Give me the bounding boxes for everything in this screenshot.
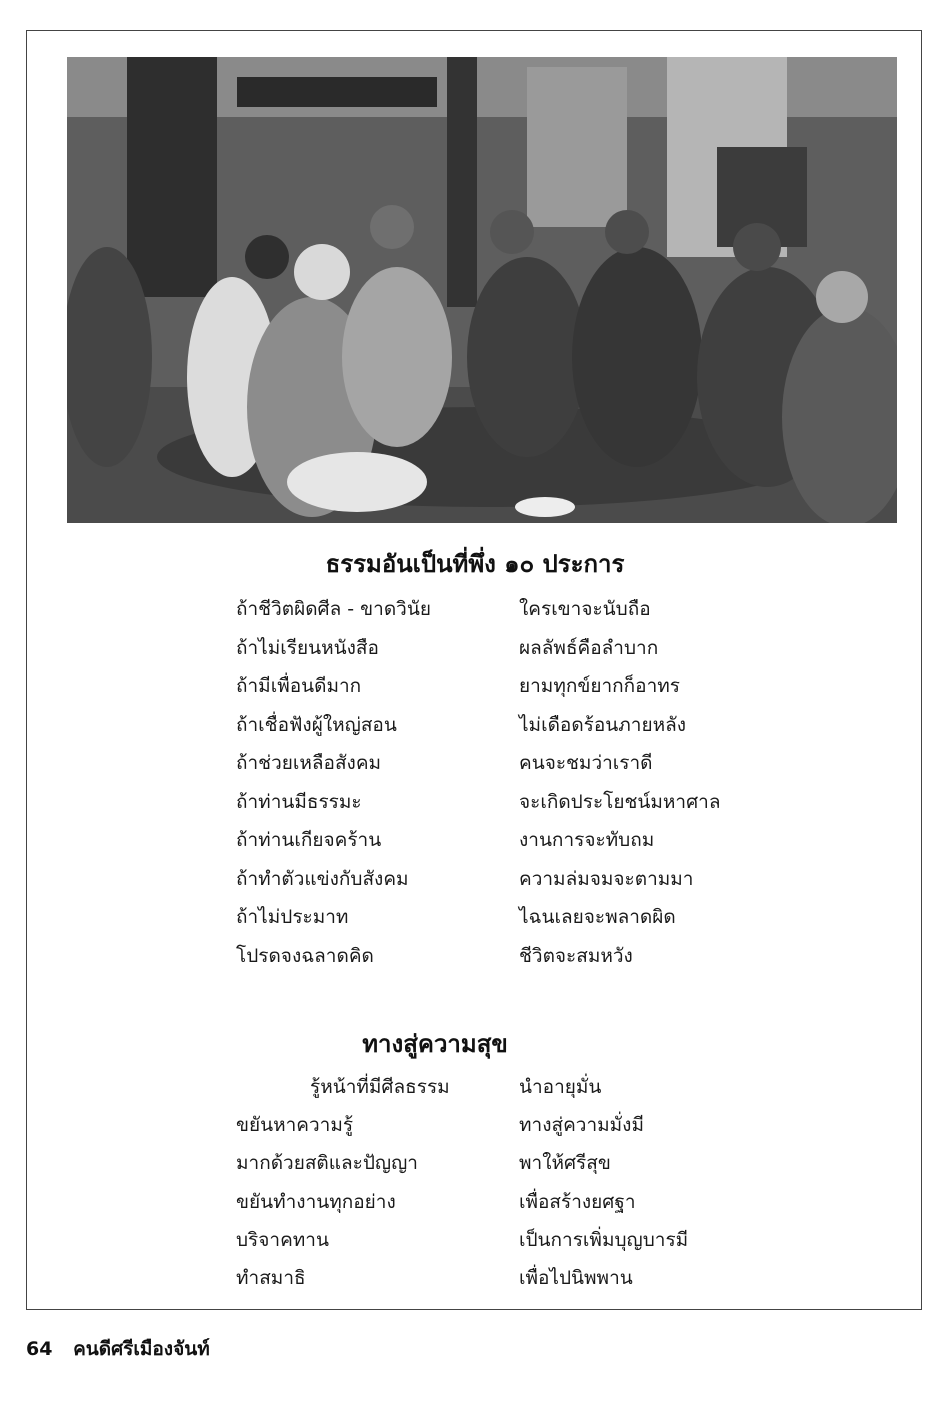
verse-line-left: ถ้าทำตัวแข่งกับสังคม (236, 867, 409, 890)
verse-line-right: พาให้ศรีสุข (519, 1152, 611, 1175)
verse-line-left: ถ้าท่านมีธรรมะ (236, 790, 362, 813)
verse-line-right: เพื่อไปนิพพาน (519, 1267, 633, 1289)
verse-line-left: บริจาคทาน (236, 1228, 329, 1251)
verse-line-right: ผลลัพธ์คือลำบาก (519, 636, 659, 659)
verse-line-right: เป็นการเพิ่มบุญบารมี (519, 1228, 689, 1251)
verse-line-left: ถ้าไม่ประมาท (236, 906, 349, 928)
verse-line-right: คนจะชมว่าเราดี (519, 752, 653, 774)
verse-line-right: งานการจะทับถม (519, 829, 655, 851)
verse-line-left: ถ้ามีเพื่อนดีมาก (236, 675, 362, 697)
verse-line-right: นำอายุมั่น (519, 1076, 602, 1098)
verse-line-left: ถ้าเชื่อฟังผู้ใหญ่สอน (236, 713, 397, 736)
verse-line-right: ไฉนเลยจะพลาดผิด (519, 906, 676, 928)
verse-line-left: ถ้าช่วยเหลือสังคม (236, 752, 382, 774)
verse-line-right: จะเกิดประโยชน์มหาศาล (519, 790, 721, 813)
poem1-title: ธรรมอันเป็นที่พึ่ง ๑๐ ประการ (325, 550, 625, 578)
photo-image (67, 57, 897, 523)
verse-line-left: รู้หน้าที่มีศีลธรรม (310, 1076, 450, 1098)
page-footer (26, 1334, 210, 1364)
page-number: 64 (26, 1338, 53, 1360)
verse-line-right: ชีวิตจะสมหวัง (519, 944, 633, 967)
verse-line-left: มากด้วยสติและปัญญา (236, 1152, 418, 1175)
verse-line-left: ทำสมาธิ (236, 1267, 306, 1289)
verse-line-right: ใครเขาจะนับถือ (519, 598, 651, 620)
book-title: คนดีศรีเมืองจันท์ (73, 1338, 210, 1360)
verse-line-right: ไม่เดือดร้อนภายหลัง (519, 713, 687, 736)
verse-line-left: ขยันหาความรู้ (236, 1114, 354, 1137)
verse-line-right: เพื่อสร้างยศฐา (519, 1190, 636, 1213)
verse-line-left: ถ้าท่านเกียจคร้าน (236, 829, 382, 851)
verse-line-left: โปรดจงฉลาดคิด (236, 944, 374, 967)
poem2-title: ทางสู่ความสุข (362, 1030, 508, 1058)
verse-line-left: ขยันทำงานทุกอย่าง (236, 1190, 396, 1213)
verse-line-left: ถ้าไม่เรียนหนังสือ (236, 636, 379, 659)
verse-line-right: ยามทุกข์ยากก็อาทร (519, 675, 680, 697)
verse-line-left: ถ้าชีวิตผิดศีล - ขาดวินัย (236, 598, 431, 620)
photo (67, 57, 897, 523)
verse-line-right: ทางสู่ความมั่งมี (519, 1114, 644, 1137)
verse-line-right: ความล่มจมจะตามมา (519, 867, 694, 890)
